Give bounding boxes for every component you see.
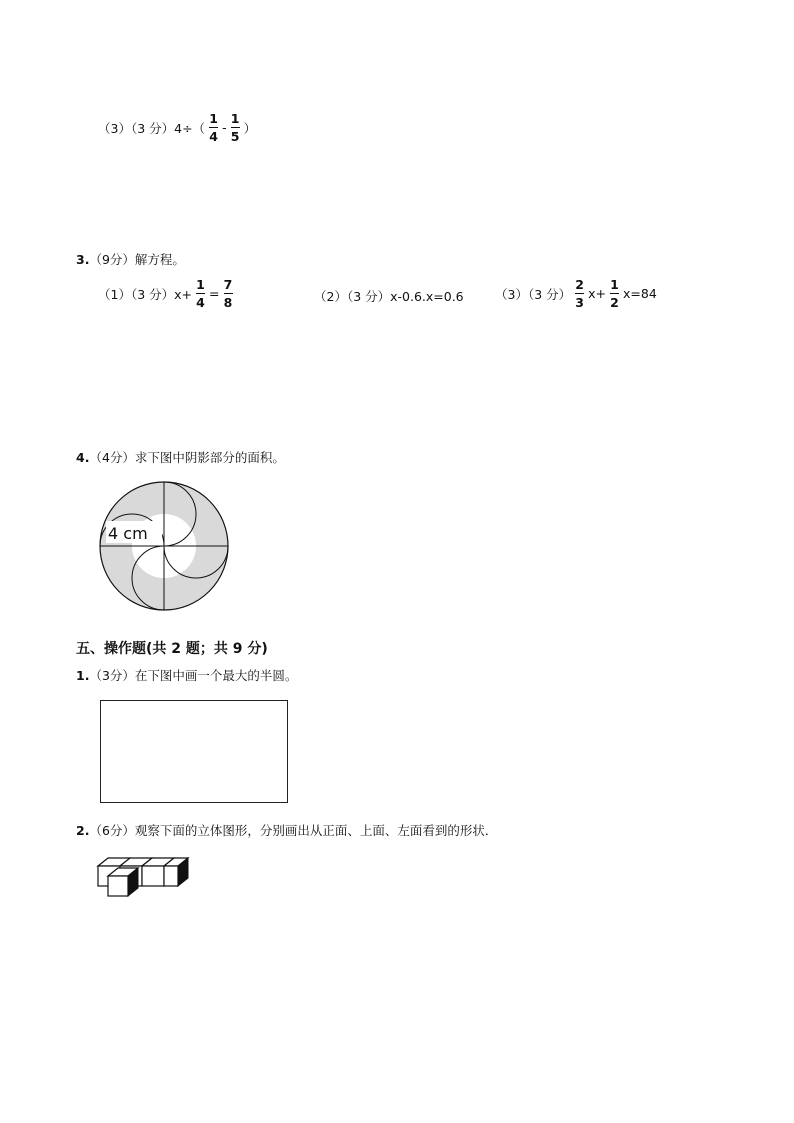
numerator: 7 bbox=[223, 277, 233, 292]
denominator: 8 bbox=[223, 295, 233, 310]
fraction bbox=[575, 278, 584, 309]
numerator: 2 bbox=[575, 277, 584, 292]
question-number: 3. bbox=[76, 251, 90, 267]
equals-sign: = bbox=[209, 286, 220, 301]
question-number: 2. bbox=[76, 822, 90, 838]
shaded-region bbox=[160, 482, 228, 546]
fraction-bar bbox=[575, 293, 584, 294]
radius-label: 4 cm bbox=[108, 524, 148, 543]
fraction-bar bbox=[196, 293, 205, 294]
cube-face bbox=[142, 866, 164, 886]
op2-heading bbox=[76, 821, 497, 839]
drawing-rectangle bbox=[100, 700, 288, 803]
q2-part3-label: （3）（3 分）4÷（ bbox=[98, 120, 206, 136]
fraction bbox=[231, 112, 240, 143]
q3-part3-end: x=84 bbox=[623, 286, 657, 301]
question-title: （6分）观察下面的立体图形，分别画出从正面、上面、左面看到的形状． bbox=[89, 823, 498, 838]
question-number: 1. bbox=[76, 667, 90, 683]
q3-heading bbox=[76, 250, 185, 268]
cube-face bbox=[108, 876, 128, 896]
q3-part3-label: （3）（3 分） bbox=[495, 286, 572, 302]
op1-heading bbox=[76, 666, 297, 684]
denominator: 3 bbox=[575, 295, 584, 310]
fraction bbox=[610, 278, 619, 309]
question-number: 4. bbox=[76, 449, 90, 465]
denominator: 2 bbox=[610, 295, 619, 310]
question-title: （9分）解方程。 bbox=[89, 252, 185, 267]
fraction-bar bbox=[610, 293, 619, 294]
q4-heading bbox=[76, 448, 285, 466]
fraction-bar bbox=[209, 127, 218, 128]
question-title: （3分）在下图中画一个最大的半圆。 bbox=[89, 668, 298, 683]
fraction-bar bbox=[224, 293, 233, 294]
shaded-region bbox=[100, 546, 168, 610]
cube-stack-figure bbox=[94, 852, 194, 902]
q3-part2-label: （2）（3 分）x-0.6.x=0.6 bbox=[314, 289, 464, 304]
q2-part3 bbox=[98, 112, 256, 143]
q3-part3-mid: x+ bbox=[588, 286, 607, 301]
shaded-circle-figure bbox=[94, 476, 234, 616]
q3-part1 bbox=[98, 278, 237, 309]
fraction bbox=[209, 112, 218, 143]
q3-part3 bbox=[495, 278, 657, 309]
numerator: 1 bbox=[196, 277, 205, 292]
fraction bbox=[196, 278, 205, 309]
denominator: 4 bbox=[209, 129, 218, 144]
numerator: 1 bbox=[209, 111, 218, 126]
numerator: 1 bbox=[610, 277, 619, 292]
fraction-bar bbox=[231, 127, 240, 128]
q3-part1-label: （1）（3 分）x+ bbox=[98, 286, 193, 302]
question-title: （4分）求下图中阴影部分的面积。 bbox=[89, 450, 285, 465]
denominator: 5 bbox=[230, 129, 240, 144]
fraction bbox=[224, 278, 233, 309]
cube-face bbox=[164, 866, 178, 886]
section-heading: 五、操作题(共 2 题；共 9 分) bbox=[76, 641, 268, 657]
q3-part2 bbox=[314, 287, 464, 305]
denominator: 4 bbox=[196, 295, 205, 310]
minus-sign: - bbox=[222, 120, 227, 135]
numerator: 1 bbox=[230, 111, 240, 126]
close-paren: ） bbox=[243, 120, 257, 136]
